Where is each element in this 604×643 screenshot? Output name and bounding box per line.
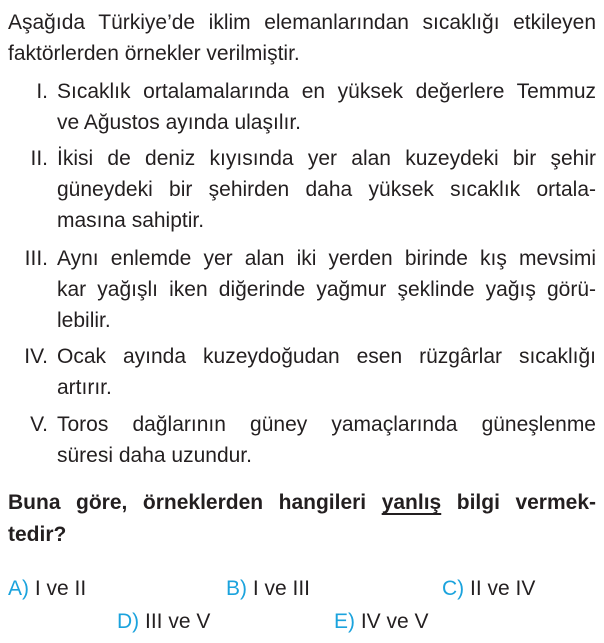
question-line-1 bbox=[8, 487, 596, 519]
option-letter: B) bbox=[226, 577, 247, 600]
question-text-after: bilgi vermek- bbox=[441, 491, 597, 514]
statement-text bbox=[57, 143, 596, 236]
question-prompt bbox=[8, 487, 596, 551]
statement-line: kar yağışlı iken diğerinde yağmur şeklinde yağış görü- bbox=[57, 278, 596, 301]
statement-text bbox=[57, 243, 596, 336]
statement-line: masına sahiptir. bbox=[57, 209, 205, 232]
option-text: IV ve V bbox=[355, 610, 429, 633]
question-intro bbox=[8, 7, 596, 69]
option-text: I ve II bbox=[29, 577, 87, 600]
statement-text bbox=[57, 341, 596, 403]
statement-line: artırır. bbox=[57, 376, 112, 399]
option-letter: E) bbox=[334, 610, 355, 633]
statement-text bbox=[57, 76, 596, 138]
option-letter: A) bbox=[8, 577, 29, 600]
statement-numeral: IV. bbox=[24, 345, 48, 368]
statement-line: Sıcaklık ortalamalarında en yüksek değerlere Temmuz bbox=[57, 80, 596, 103]
statement-numeral: II. bbox=[30, 147, 48, 170]
question-emphasis: yanlış bbox=[381, 491, 442, 514]
option-c[interactable] bbox=[442, 575, 535, 603]
option-text: I ve III bbox=[247, 577, 311, 600]
option-letter: C) bbox=[442, 577, 465, 600]
option-a[interactable] bbox=[8, 575, 86, 603]
statement-line: Ocak ayında kuzeydoğudan esen rüzgârlar sıcaklığı bbox=[57, 345, 596, 368]
statement-line: Aynı enlemde yer alan iki yerden birinde kış mevsimi bbox=[57, 247, 596, 270]
statement-line: süresi daha uzundur. bbox=[57, 444, 252, 467]
statement-numeral: V. bbox=[30, 413, 48, 436]
option-letter: D) bbox=[117, 610, 140, 633]
question-text-before: Buna göre, örneklerden hangileri bbox=[8, 491, 382, 514]
statement-text bbox=[57, 409, 596, 471]
statement-line: İkisi de deniz kıyısında yer alan kuzeydeki bir şehir bbox=[57, 147, 596, 170]
option-d[interactable] bbox=[117, 608, 210, 636]
question-line-2: tedir? bbox=[8, 523, 67, 546]
statement-line: Toros dağlarının güney yamaçlarında güneşlenme bbox=[57, 413, 596, 436]
statement-numeral: III. bbox=[24, 247, 48, 270]
statement-line: lebilir. bbox=[57, 309, 111, 332]
option-text: III ve V bbox=[139, 610, 211, 633]
option-b[interactable] bbox=[226, 575, 310, 603]
option-text: II ve IV bbox=[464, 577, 536, 600]
intro-line-2: faktörlerden örnekler verilmiştir. bbox=[8, 42, 300, 65]
statement-numeral: I. bbox=[36, 80, 48, 103]
statement-line: güneydeki bir şehirden daha yüksek sıcaklık ortala- bbox=[57, 178, 596, 201]
option-e[interactable] bbox=[334, 608, 429, 636]
intro-line-1: Aşağıda Türkiye’de iklim elemanlarından sıcaklığı etkileyen bbox=[8, 11, 596, 34]
statement-line: ve Ağustos ayında ulaşılır. bbox=[57, 111, 301, 134]
